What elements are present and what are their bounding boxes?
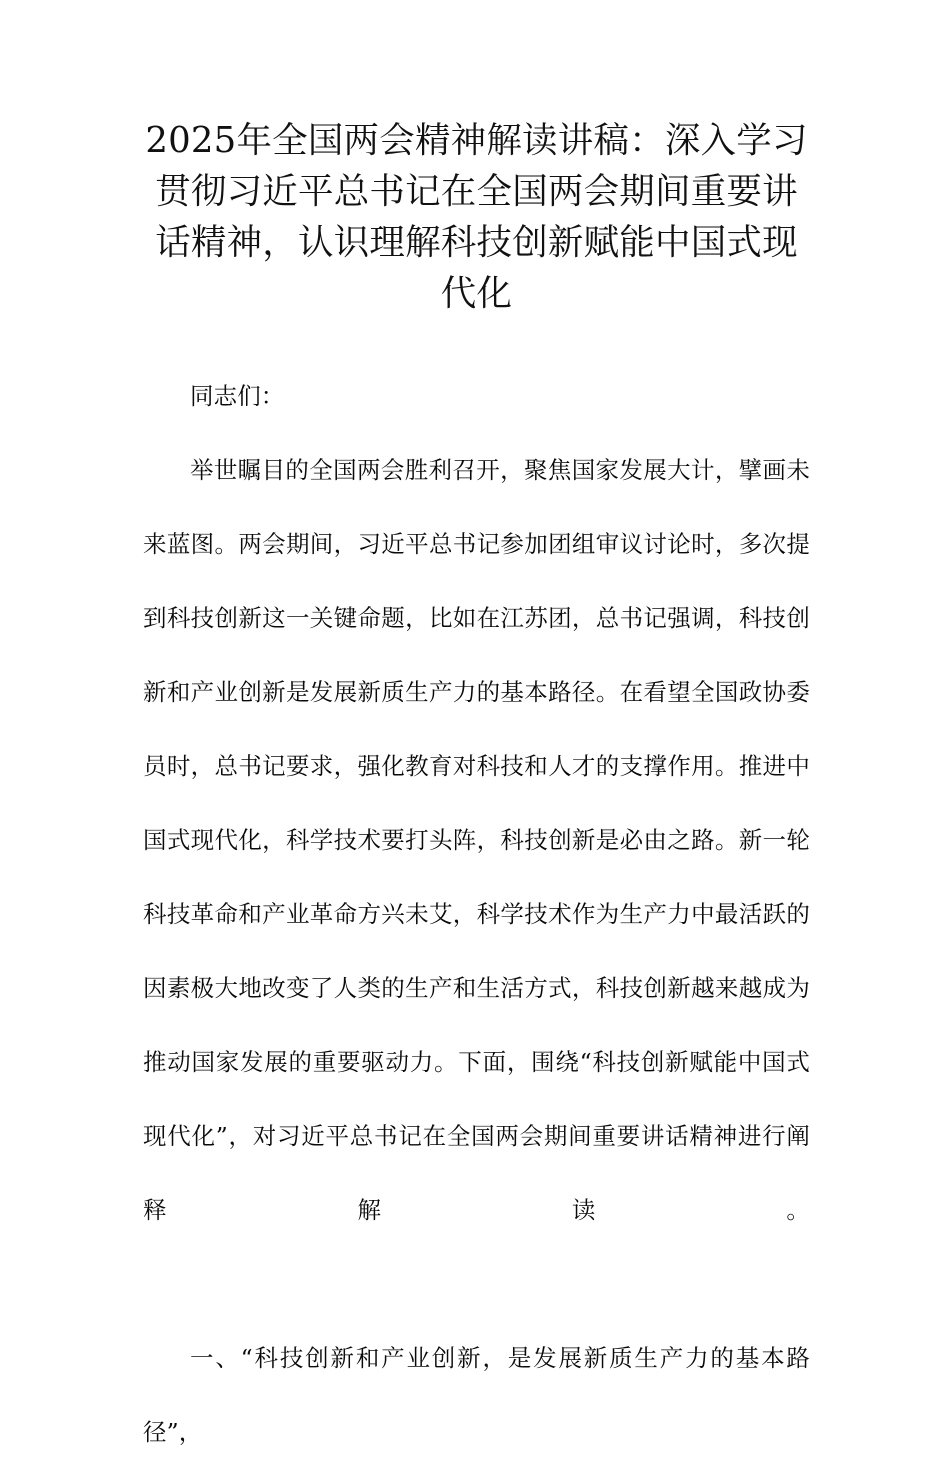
salutation: 同志们： xyxy=(190,382,285,410)
page-title: 2025年全国两会精神解读讲稿：深入学习贯彻习近平总书记在全国两会期间重要讲话精神，认识理解科技创新赋能中国式现代化 xyxy=(145,120,808,314)
section-heading-one: 一、“科技创新和产业创新，是发展新质生产力的基本路径”， xyxy=(143,1344,810,1446)
page-content-column xyxy=(143,0,810,1469)
paragraph-opening: 举世瞩目的全国两会胜利召开，聚焦国家发展大计，擘画未来蓝图。两会期间，习近平总书记参加团组审议讨论时，多次提到科技创新这一关键命题，比如在江苏团，总书记强调，科技创新和产业创新是发展新质生产力的基本路径。在看望全国政协委员时，总书记要求，强化教育对科技和人才的支撑作用。推进中国式现代化，科学技术要打头阵，科技创新是必由之路。新一轮科技革命和产业革命方兴未艾，科学技术作为生产力中最活跃的因素极大地改变了人类的生产和生活方式，科技创新越来越成为推动国家发展的重要驱动力。下面，围绕“科技创新赋能中国式现代化”，对习近平总书记在全国两会期间重要讲话精神进行阐释解读。 xyxy=(143,456,810,1224)
document-body xyxy=(143,359,810,1469)
